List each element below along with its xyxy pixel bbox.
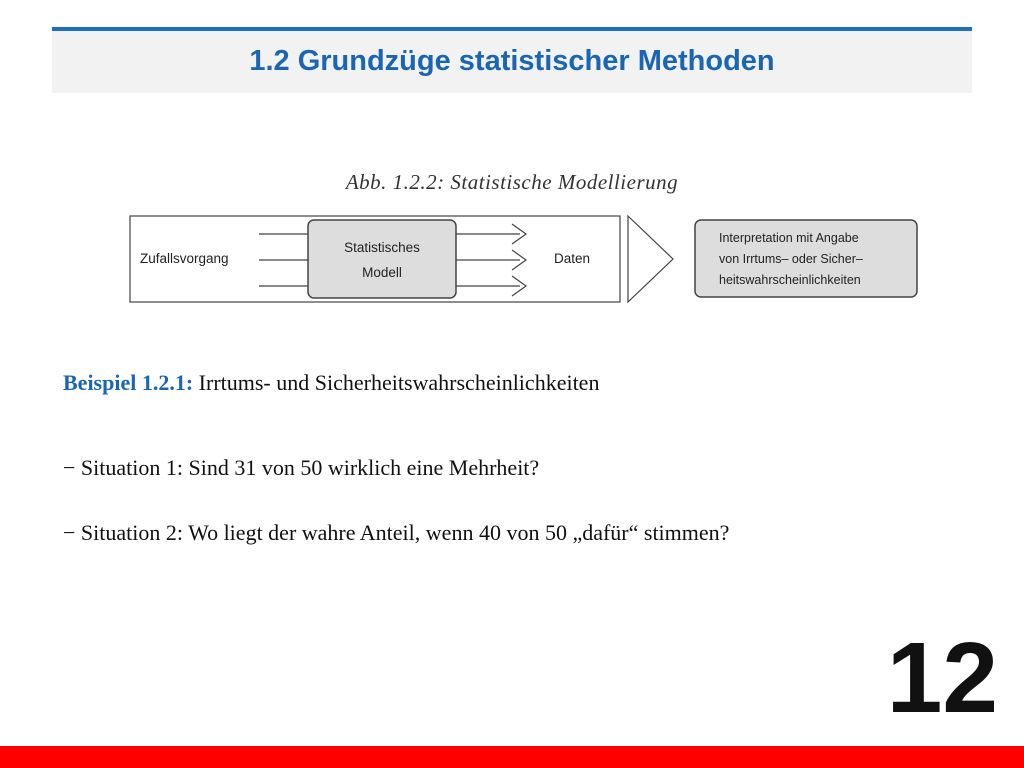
node-model-line1: Statistisches [344,240,420,255]
bottom-bar [0,746,1024,768]
example-label: Beispiel 1.2.1: [63,370,194,395]
node-model-line2: Modell [362,265,402,280]
node-random-process: Zufallsvorgang [140,251,229,266]
example-text: Irrtums- und Sicherheitswahrscheinlichkeiten [193,370,600,395]
example-heading [63,370,599,396]
model-box [308,220,456,298]
figure-caption: Abb. 1.2.2: Statistische Modellierung [345,170,679,194]
node-data: Daten [554,251,591,266]
situation-1: − Situation 1: Sind 31 von 50 wirklich eine Mehrheit? [63,455,540,480]
big-arrow [628,216,673,302]
node-interp-line1: Interpretation mit Angabe [719,231,859,245]
node-interp-line2: von Irrtums– oder Sicher– [719,252,863,266]
modeling-diagram [126,210,926,310]
situation-2: − Situation 2: Wo liegt der wahre Anteil, wenn 40 von 50 „dafür“ stimmen? [63,520,730,545]
page-number: 12 [886,622,998,734]
node-interp-line3: heitswahrscheinlichkeiten [719,273,861,287]
title-bar [52,27,972,93]
slide-title: 1.2 Grundzüge statistischer Methoden [249,45,775,77]
